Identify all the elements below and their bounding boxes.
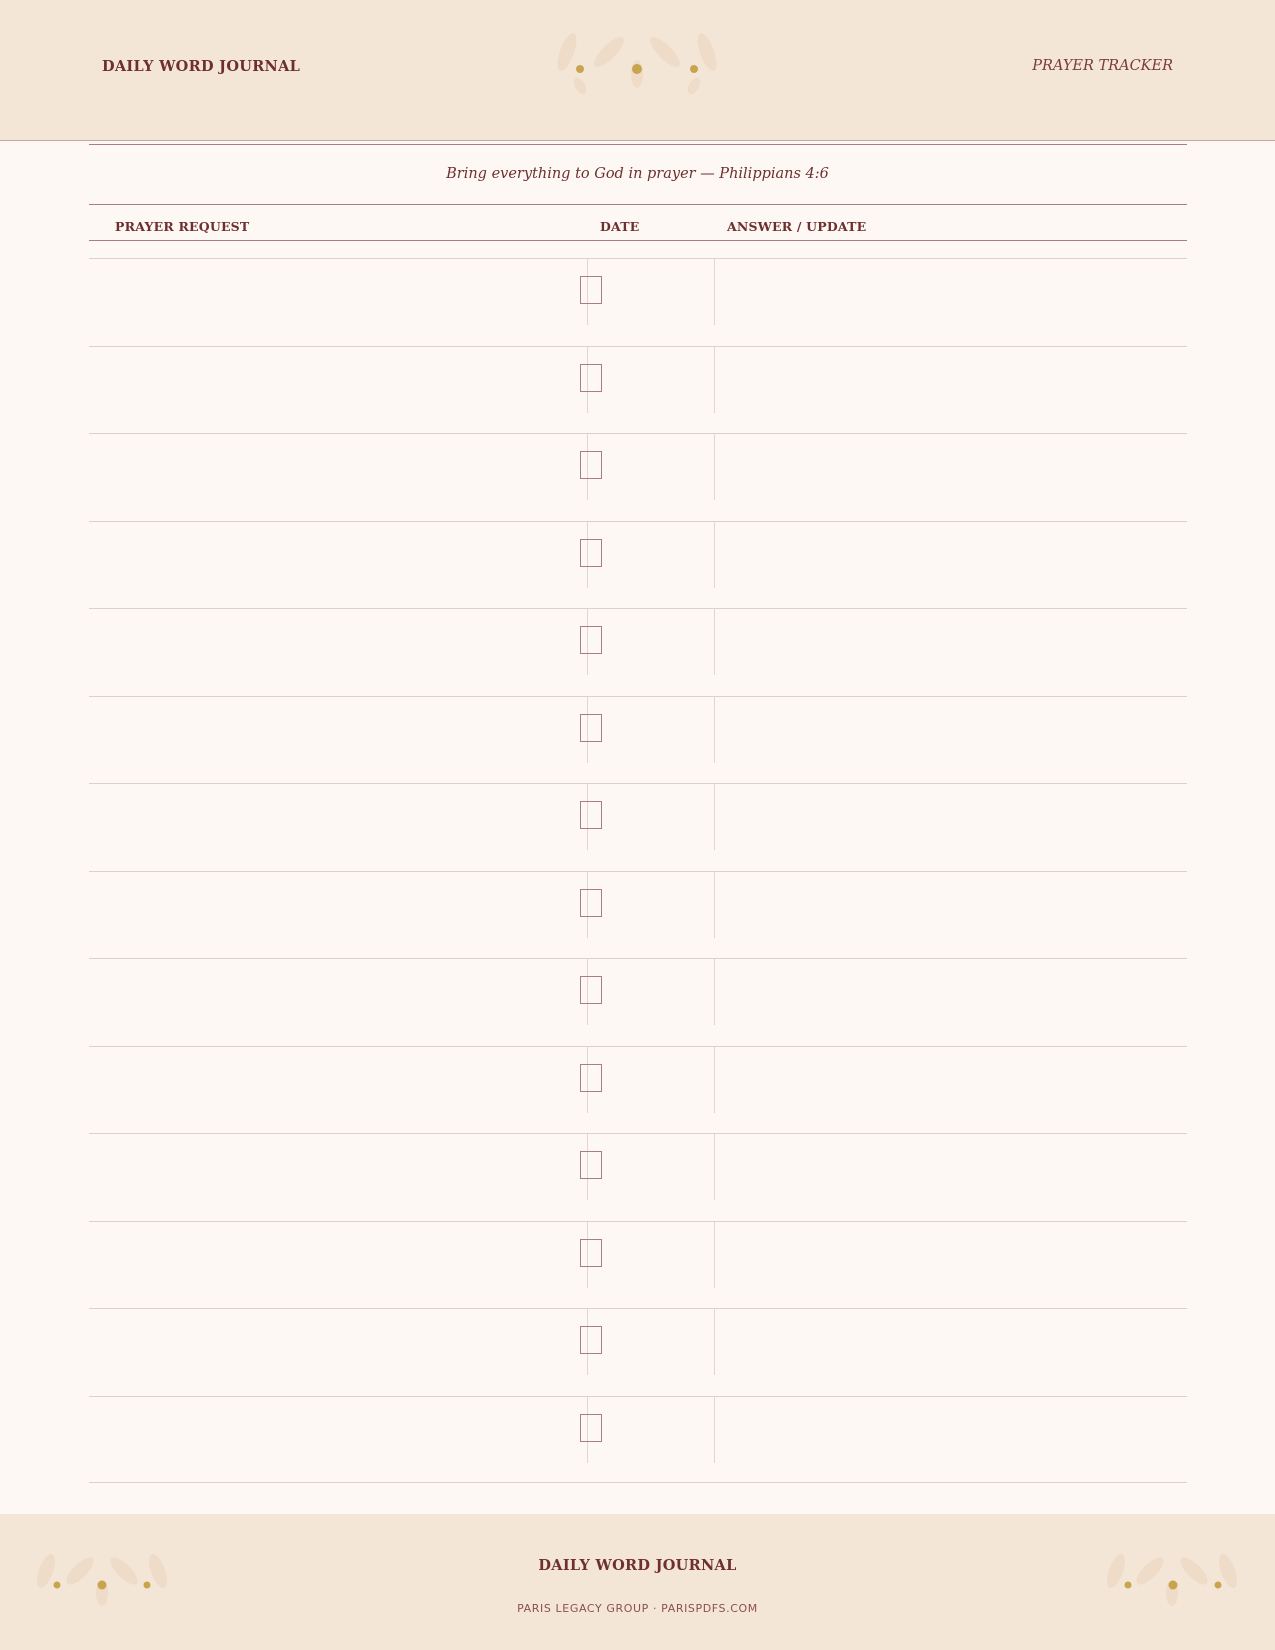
answered-checkbox[interactable] — [580, 976, 602, 1004]
answered-checkbox[interactable] — [580, 539, 602, 567]
table-row — [89, 1046, 1187, 1134]
answered-checkbox[interactable] — [580, 626, 602, 654]
journal-title: DAILY WORD JOURNAL — [102, 58, 301, 75]
column-divider — [714, 1397, 715, 1463]
top-rule — [89, 144, 1187, 145]
header-top-rule — [89, 204, 1187, 205]
column-divider — [714, 259, 715, 325]
column-divider — [714, 1134, 715, 1200]
table-row — [89, 521, 1187, 609]
answered-checkbox[interactable] — [580, 1064, 602, 1092]
answered-checkbox[interactable] — [580, 714, 602, 742]
table-row — [89, 346, 1187, 434]
column-date: DATE — [600, 219, 640, 234]
column-answer-update: ANSWER / UPDATE — [727, 219, 867, 234]
footer-publisher: PARIS LEGACY GROUP · PARISPDFS.COM — [517, 1602, 758, 1615]
floral-sprig-icon — [547, 24, 727, 114]
table-row — [89, 958, 1187, 1046]
answered-checkbox[interactable] — [580, 451, 602, 479]
column-divider — [714, 522, 715, 588]
footer-title: DAILY WORD JOURNAL — [538, 1557, 737, 1574]
table-row — [89, 1308, 1187, 1396]
answered-checkbox[interactable] — [580, 364, 602, 392]
column-divider — [714, 1309, 715, 1375]
table-row — [89, 608, 1187, 696]
answered-checkbox[interactable] — [580, 1414, 602, 1442]
answered-checkbox[interactable] — [580, 801, 602, 829]
column-divider — [714, 872, 715, 938]
column-divider — [714, 784, 715, 850]
prayer-table — [89, 258, 1187, 1483]
table-row — [89, 1221, 1187, 1309]
answered-checkbox[interactable] — [580, 1151, 602, 1179]
column-divider — [714, 434, 715, 500]
answered-checkbox[interactable] — [580, 1326, 602, 1354]
scripture-subtitle: Bring everything to God in prayer — Philippians 4:6 — [446, 166, 829, 182]
table-row — [89, 783, 1187, 871]
table-row — [89, 1396, 1187, 1484]
column-divider — [714, 609, 715, 675]
answered-checkbox[interactable] — [580, 276, 602, 304]
column-divider — [714, 347, 715, 413]
table-row — [89, 258, 1187, 346]
header-bottom-rule — [89, 240, 1187, 241]
page-title: PRAYER TRACKER — [1032, 58, 1173, 74]
table-row — [89, 433, 1187, 521]
column-divider — [714, 697, 715, 763]
table-row — [89, 871, 1187, 959]
column-prayer-request: PRAYER REQUEST — [115, 219, 250, 234]
column-divider — [714, 959, 715, 1025]
table-row — [89, 696, 1187, 784]
answered-checkbox[interactable] — [580, 1239, 602, 1267]
column-divider — [714, 1047, 715, 1113]
table-row — [89, 1133, 1187, 1221]
answered-checkbox[interactable] — [580, 889, 602, 917]
column-divider — [714, 1222, 715, 1288]
